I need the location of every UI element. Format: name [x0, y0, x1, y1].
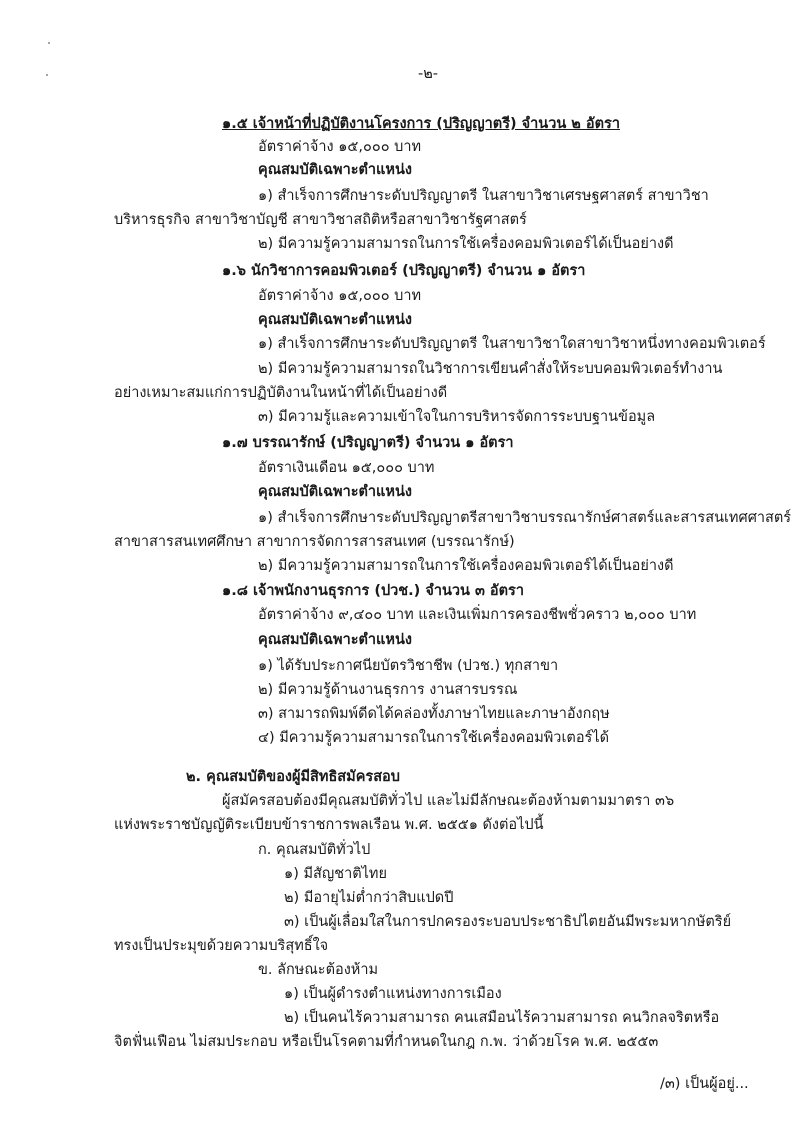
section-1-6-qual-1: ๑) สำเร็จการศึกษาระดับปริญญาตรี ในสาขาวิชาใดสาขาวิชาหนึ่งทางคอมพิวเตอร์ — [258, 336, 766, 352]
section-1-7-heading: ๑.๗ บรรณารักษ์ (ปริญญาตรี) จำนวน ๑ อัตรา — [222, 435, 514, 451]
section-1-8-heading: ๑.๘ เจ้าพนักงานธุรการ (ปวช.) จำนวน ๓ อัตรา — [222, 583, 524, 599]
section-1-8-qual-1: ๑) ได้รับประกาศนียบัตรวิชาชีพ (ปวช.) ทุกสาขา — [258, 658, 559, 674]
section-1-5-heading: ๑.๕ เจ้าหน้าที่ปฏิบัติงานโครงการ (ปริญญาตรี) จำนวน ๒ อัตรา — [222, 116, 620, 132]
section-1-6-wage: อัตราค่าจ้าง ๑๕,๐๐๐ บาท — [258, 288, 422, 304]
section-1-5-qual-1-cont: บริหารธุรกิจ สาขาวิชาบัญชี สาขาวิชาสถิติหรือสาขาวิชารัฐศาสตร์ — [114, 212, 527, 228]
section-2-intro: ผู้สมัครสอบต้องมีคุณสมบัติทั่วไป และไม่มีลักษณะต้องห้ามตามมาตรา ๓๖ — [222, 793, 675, 809]
section-2-intro-cont: แห่งพระราชบัญญัติระเบียบข้าราชการพลเรือน พ.ศ. ๒๕๕๑ ดังต่อไปนี้ — [114, 817, 544, 833]
prohibited-characteristic-2: ๒) เป็นคนไร้ความสามารถ คนเสมือนไร้ความสามารถ คนวิกลจริตหรือ — [284, 1010, 720, 1026]
section-2-heading: ๒. คุณสมบัติของผู้มีสิทธิสมัครสอบ — [186, 769, 400, 785]
section-1-8-qual-heading: คุณสมบัติเฉพาะตำแหน่ง — [258, 632, 412, 648]
general-qualification-2: ๒) มีอายุไม่ต่ำกว่าสิบแปดปี — [284, 890, 454, 906]
page-number: -๒- — [418, 66, 439, 82]
section-1-7-qual-2: ๒) มีความรู้ความสามารถในการใช้เครื่องคอมพิวเตอร์ได้เป็นอย่างดี — [258, 558, 674, 574]
continuation-note: /๓) เป็นผู้อยู่... — [660, 1076, 749, 1092]
section-1-5-qual-2: ๒) มีความรู้ความสามารถในการใช้เครื่องคอมพิวเตอร์ได้เป็นอย่างดี — [258, 236, 674, 252]
section-1-5-qual-heading: คุณสมบัติเฉพาะตำแหน่ง — [258, 162, 412, 178]
scan-speck — [46, 74, 48, 76]
prohibited-characteristics-heading: ข. ลักษณะต้องห้าม — [258, 962, 379, 978]
section-1-5-wage: อัตราค่าจ้าง ๑๕,๐๐๐ บาท — [258, 139, 422, 155]
general-qualification-3-cont: ทรงเป็นประมุขด้วยความบริสุทธิ์ใจ — [114, 938, 329, 954]
section-1-6-heading: ๑.๖ นักวิชาการคอมพิวเตอร์ (ปริญญาตรี) จำนวน ๑ อัตรา — [222, 263, 586, 279]
section-1-6-qual-heading: คุณสมบัติเฉพาะตำแหน่ง — [258, 312, 412, 328]
general-qualification-1: ๑) มีสัญชาติไทย — [284, 866, 387, 882]
section-1-7-qual-heading: คุณสมบัติเฉพาะตำแหน่ง — [258, 484, 412, 500]
section-1-7-qual-1: ๑) สำเร็จการศึกษาระดับปริญญาตรีสาขาวิชาบรรณารักษ์ศาสตร์และสารสนเทศศาสตร์ — [258, 510, 792, 526]
section-1-6-qual-3: ๓) มีความรู้และความเข้าใจในการบริหารจัดการระบบฐานข้อมูล — [258, 409, 656, 425]
section-1-7-qual-1-cont: สาขาสารสนเทศศึกษา สาขาการจัดการสารสนเทศ (บรรณารักษ์) — [114, 534, 515, 550]
section-1-8-wage: อัตราค่าจ้าง ๙,๔๐๐ บาท และเงินเพิ่มการครองชีพชั่วคราว ๒,๐๐๐ บาท — [258, 607, 697, 623]
prohibited-characteristic-2-cont: จิตฟั่นเฟือน ไม่สมประกอบ หรือเป็นโรคตามที่กำหนดในกฎ ก.พ. ว่าด้วยโรค พ.ศ. ๒๕๕๓ — [114, 1034, 659, 1050]
section-1-6-qual-2: ๒) มีความรู้ความสามารถในวิชาการเขียนคำสั่งให้ระบบคอมพิวเตอร์ทำงาน — [258, 361, 723, 377]
section-1-8-qual-3: ๓) สามารถพิมพ์ดีดได้คล่องทั้งภาษาไทยและภาษาอังกฤษ — [258, 706, 610, 722]
general-qualification-3: ๓) เป็นผู้เลื่อมใสในการปกครองระบอบประชาธิปไตยอันมีพระมหากษัตริย์ — [284, 914, 732, 930]
prohibited-characteristic-1: ๑) เป็นผู้ดำรงตำแหน่งทางการเมือง — [284, 986, 502, 1002]
section-1-8-qual-2: ๒) มีความรู้ด้านงานธุรการ งานสารบรรณ — [258, 682, 518, 698]
section-1-8-qual-4: ๔) มีความรู้ความสามารถในการใช้เครื่องคอมพิวเตอร์ได้ — [258, 730, 610, 746]
section-1-5-qual-1: ๑) สำเร็จการศึกษาระดับปริญญาตรี ในสาขาวิชาเศรษฐศาสตร์ สาขาวิชา — [258, 188, 709, 204]
section-1-6-qual-2-cont: อย่างเหมาะสมแก่การปฏิบัติงานในหน้าที่ได้เป็นอย่างดี — [114, 385, 448, 401]
general-qualifications-heading: ก. คุณสมบัติทั่วไป — [258, 842, 371, 858]
section-1-7-wage: อัตราเงินเดือน ๑๕,๐๐๐ บาท — [258, 460, 435, 476]
scan-speck — [48, 42, 50, 44]
